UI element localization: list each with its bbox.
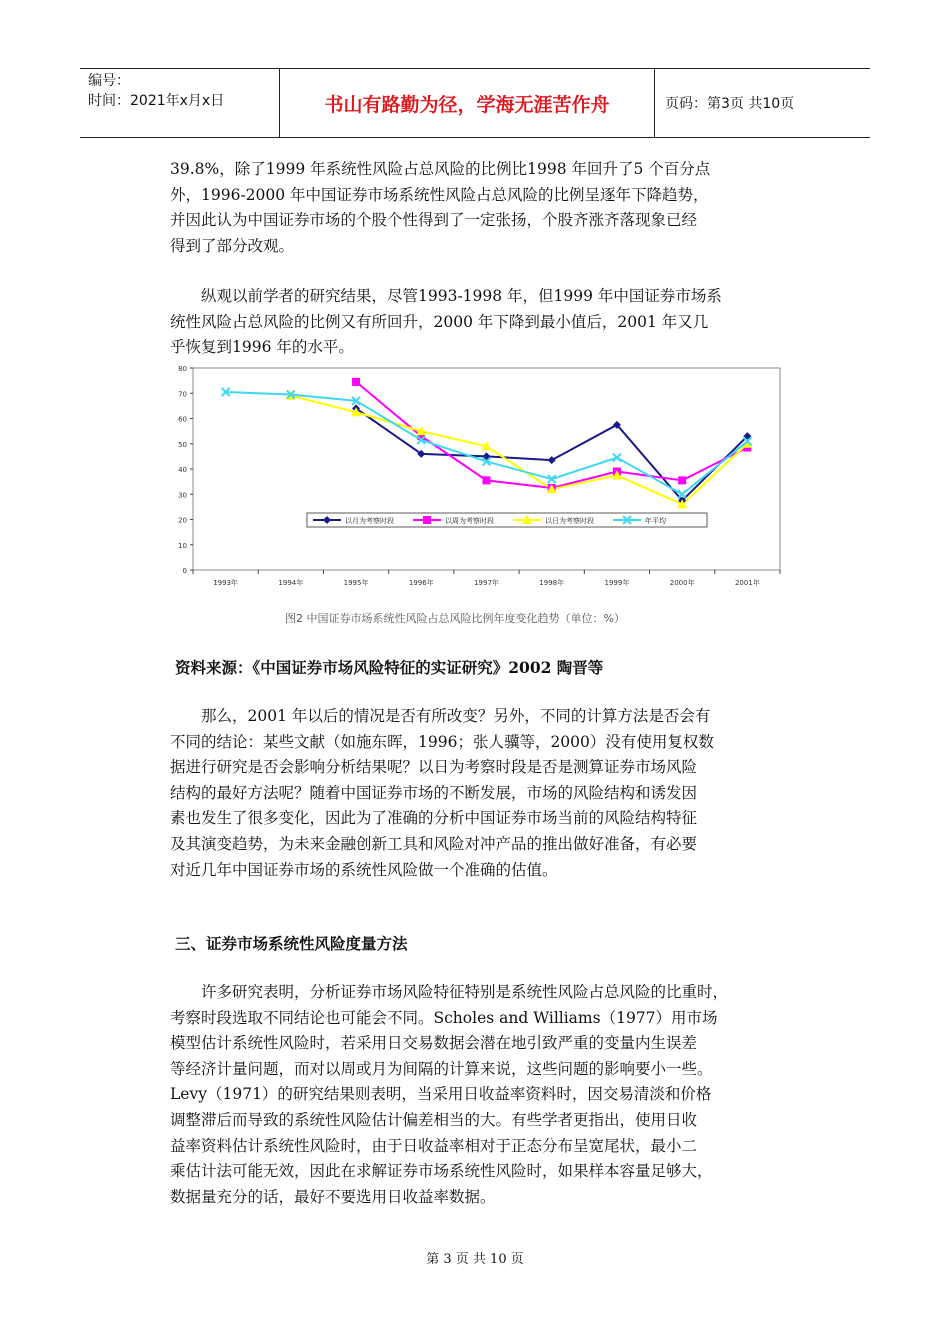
series-point bbox=[352, 378, 360, 386]
text-line: 纵观以前学者的研究结果，尽管1993-1998 年，但1999 年中国证券市场系 bbox=[170, 287, 722, 305]
x-tick-label: 1997年 bbox=[474, 579, 499, 587]
text-line: 外，1996-2000 年中国证券市场系统性风险占总风险的比例呈逐年下降趋势， bbox=[170, 185, 709, 204]
text-line: 等经济计量问题，而对以周或月为间隔的计算来说，这些问题的影响要小一些。 bbox=[170, 1059, 713, 1078]
paragraph-4 bbox=[170, 980, 810, 1210]
page-header bbox=[80, 68, 870, 138]
text-line: 及其演变趋势，为未来金融创新工具和风险对冲产品的推出做好准备，有必要 bbox=[170, 834, 698, 853]
text-line: Levy（1971）的研究结果则表明，当采用日收益率资料时，因交易清淡和价格 bbox=[170, 1085, 712, 1104]
text-line: 乎恢复到1996 年的水平。 bbox=[170, 338, 354, 357]
y-tick-label: 10 bbox=[178, 541, 187, 550]
text-line: 结构的最好方法呢？随着中国证券市场的不断发展，市场的风险结构和诱发因 bbox=[170, 783, 698, 802]
text-line: 得到了部分改观。 bbox=[170, 236, 295, 255]
text-line: 益率资料估计系统性风险时，由于日收益率相对于正态分布呈宽尾状，最小二 bbox=[170, 1136, 698, 1155]
legend-label: 年平均 bbox=[645, 517, 666, 525]
text-line: 调整滞后而导致的系统性风险估计偏差相当的大。有些学者更指出，使用日收 bbox=[170, 1110, 698, 1129]
paragraph-1 bbox=[170, 157, 810, 259]
text-line: 考察时段选取不同结论也可能会不同。Scholes and Williams（1977）用市场 bbox=[170, 1008, 718, 1027]
paragraph-3 bbox=[170, 704, 810, 883]
series-point bbox=[483, 476, 491, 484]
text-line: 对近几年中国证券市场的系统性风险做一个准确的估值。 bbox=[170, 860, 558, 879]
series-point bbox=[423, 516, 431, 524]
header-page-info: 页码：第3页 共10页 bbox=[665, 96, 795, 112]
legend-label: 以周为考察时段 bbox=[445, 517, 494, 525]
text-line: 数据量充分的话，最好不要选用日收益率数据。 bbox=[170, 1187, 496, 1206]
x-tick-label: 1999年 bbox=[604, 579, 630, 587]
y-tick-label: 80 bbox=[178, 365, 187, 373]
text-line: 许多研究表明，分析证券市场风险特征特别是系统性风险占总风险的比重时， bbox=[170, 983, 729, 1001]
text-line: 那么，2001 年以后的情况是否有所改变？另外，不同的计算方法是否会有 bbox=[170, 707, 711, 725]
text-line: 并因此认为中国证券市场的个股个性得到了一定张扬，个股齐涨齐落现象已经 bbox=[170, 211, 698, 230]
x-tick-label: 2000年 bbox=[669, 579, 695, 587]
x-tick-label: 1996年 bbox=[408, 579, 434, 587]
legend-label: 以日为考察时段 bbox=[545, 517, 594, 525]
plot-area bbox=[193, 368, 780, 570]
text-line: 据进行研究是否会影响分析结果呢？以日为考察时段是否是测算证券市场风险 bbox=[170, 758, 698, 777]
text-line: 统性风险占总风险的比例又有所回升，2000 年下降到最小值后，2001 年又几 bbox=[170, 312, 709, 331]
x-tick-label: 1993年 bbox=[213, 579, 239, 587]
page-footer: 第 3 页 共 10 页 bbox=[426, 1252, 524, 1267]
chart-figure bbox=[170, 362, 794, 602]
text-line: 乘估计法可能无效，因此在求解证券市场系统性风险时，如果样本容量足够大， bbox=[170, 1162, 713, 1181]
x-tick-label: 2001年 bbox=[734, 579, 760, 587]
section-title: 三、证券市场系统性风险度量方法 bbox=[175, 934, 408, 953]
y-tick-label: 70 bbox=[178, 390, 187, 399]
doc-number-label: 编号： bbox=[88, 73, 130, 89]
doc-time-label: 时间：2021年x月x日 bbox=[88, 93, 225, 109]
paragraph-2 bbox=[170, 284, 810, 361]
y-tick-label: 0 bbox=[182, 567, 187, 575]
figure-caption: 图2 中国证券市场系统性风险占总风险比例年度变化趋势（单位：%） bbox=[285, 612, 625, 625]
text-line: 39.8%，除了1999 年系统性风险占总风险的比例比1998 年回升了5 个百分点 bbox=[170, 160, 711, 178]
x-tick-label: 1994年 bbox=[278, 579, 304, 587]
text-line: 模型估计系统性风险时，若采用日交易数据会潜在地引致严重的变量内生误差 bbox=[170, 1034, 698, 1053]
line-chart bbox=[170, 362, 794, 602]
y-tick-label: 50 bbox=[178, 440, 187, 449]
legend-label: 以月为考察时段 bbox=[345, 517, 394, 525]
x-tick-label: 1998年 bbox=[539, 579, 565, 587]
header-meta bbox=[80, 69, 280, 137]
header-motto: 书山有路勤为径，学海无涯苦作舟 bbox=[280, 69, 655, 137]
y-tick-label: 60 bbox=[178, 415, 187, 424]
y-tick-label: 40 bbox=[178, 466, 187, 474]
y-tick-label: 20 bbox=[178, 516, 187, 525]
source-line: 资料来源：《中国证券市场风险特征的实证研究》2002 陶晋等 bbox=[175, 658, 604, 677]
y-tick-label: 30 bbox=[178, 491, 187, 500]
text-line: 素也发生了很多变化，因此为了准确的分析中国证券市场当前的风险结构特征 bbox=[170, 809, 698, 828]
x-tick-label: 1995年 bbox=[343, 579, 369, 587]
series-point bbox=[678, 476, 686, 484]
text-line: 不同的结论：某些文献（如施东晖，1996；张人骥等，2000）没有使用复权数 bbox=[170, 732, 714, 751]
